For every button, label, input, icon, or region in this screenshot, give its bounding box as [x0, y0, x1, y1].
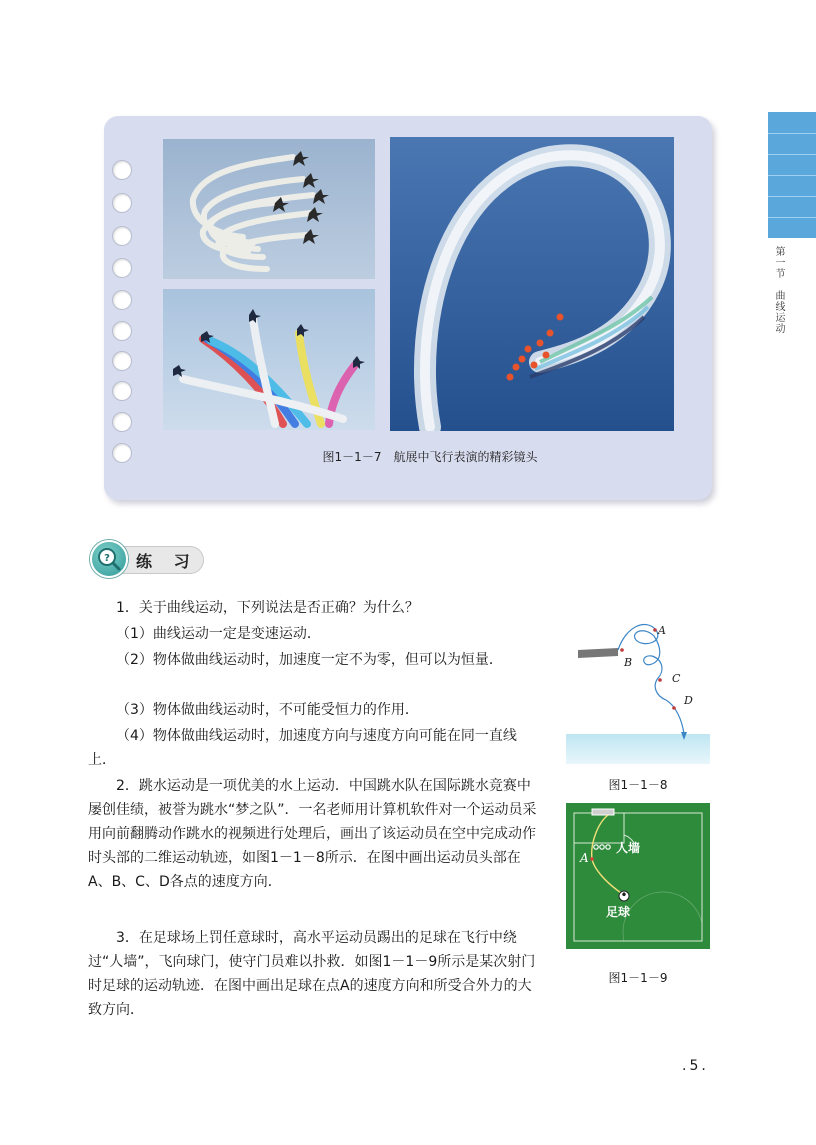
- binder-ring: [112, 258, 132, 278]
- exercise-title: 练 习: [136, 552, 198, 571]
- point-c-dot: [658, 678, 662, 682]
- binder-ring: [112, 226, 132, 246]
- question-1-item-2: （2）物体做曲线运动时，加速度一定不为零，但可以为恒量．: [116, 652, 503, 668]
- binder-ring: [112, 160, 132, 180]
- figure-1-1-8-diving-trajectory: [566, 616, 710, 766]
- magnifier-icon: [90, 540, 128, 578]
- label-c: C: [672, 672, 681, 685]
- point-a-dot: [653, 628, 657, 632]
- airshow-photo-formation: [163, 139, 375, 279]
- label-a: A: [580, 851, 589, 865]
- side-tab-label: 第一节 曲线运动: [773, 246, 784, 334]
- question-1-item-3: （3）物体做曲线运动时，不可能受恒力的作用．: [116, 702, 419, 718]
- binder-ring: [112, 321, 132, 341]
- airshow-photo-colored-smoke: [163, 289, 375, 430]
- question-3: 3．在足球场上罚任意球时，高水平运动员踢出的足球在飞行中绕过“人墙”，飞向球门，使守门员难以扑救．如图1－1－9所示是某次射门时足球的运动轨迹．在图中画出足球在点A的速度方向和所受合外力的大致方向．: [88, 930, 536, 1018]
- binder-ring: [112, 193, 132, 213]
- goal: [592, 809, 614, 815]
- binder-ring: [112, 412, 132, 432]
- binder-ring: [112, 381, 132, 401]
- point-a-dot: [590, 857, 594, 861]
- point-b-dot: [620, 648, 624, 652]
- binder-ring: [112, 290, 132, 310]
- figure-1-1-7-caption: 图1－1－7 航展中飞行表演的精彩镜头: [322, 450, 538, 464]
- question-2: 2．跳水运动是一项优美的水上运动．中国跳水队在国际跳水竞赛中屡创佳绩，被誉为跳水“梦之队”．一名老师用计算机软件对一个运动员采用向前翻腾动作跳水的视频进行处理后，画出了该运动员在空中完成动作时头部的二维运动轨迹，如图1－1－8所示．在图中画出运动员头部在A、B、C、D各点的速度方向．: [88, 778, 537, 890]
- label-human-wall: 人墙: [616, 841, 641, 855]
- question-1: 1．关于曲线运动，下列说法是否正确？为什么？: [116, 600, 419, 616]
- water-surface: [566, 734, 710, 764]
- diving-board: [578, 648, 618, 658]
- svg-text:?: ?: [104, 553, 110, 564]
- label-a: A: [658, 624, 666, 637]
- chapter-side-tab: [768, 112, 816, 238]
- label-b: B: [624, 656, 633, 669]
- figure-1-1-8-caption: 图1－1－8: [608, 778, 668, 792]
- binder-ring: [112, 443, 132, 463]
- point-d-dot: [672, 706, 676, 710]
- page-number: .5.: [682, 1058, 709, 1074]
- figure-1-1-9-free-kick: [566, 803, 710, 949]
- label-d: D: [684, 694, 693, 707]
- figure-1-1-9-caption: 图1－1－9: [608, 971, 668, 985]
- question-1-item-1: （1）曲线运动一定是变速运动．: [116, 626, 321, 642]
- label-ball: 足球: [606, 905, 631, 919]
- exercise-header: [90, 540, 204, 576]
- question-1-item-4: （4）物体做曲线运动时，加速度方向与速度方向可能在同一直线上．: [88, 728, 517, 768]
- binder-ring: [112, 351, 132, 371]
- airshow-photo-loop: [390, 137, 674, 431]
